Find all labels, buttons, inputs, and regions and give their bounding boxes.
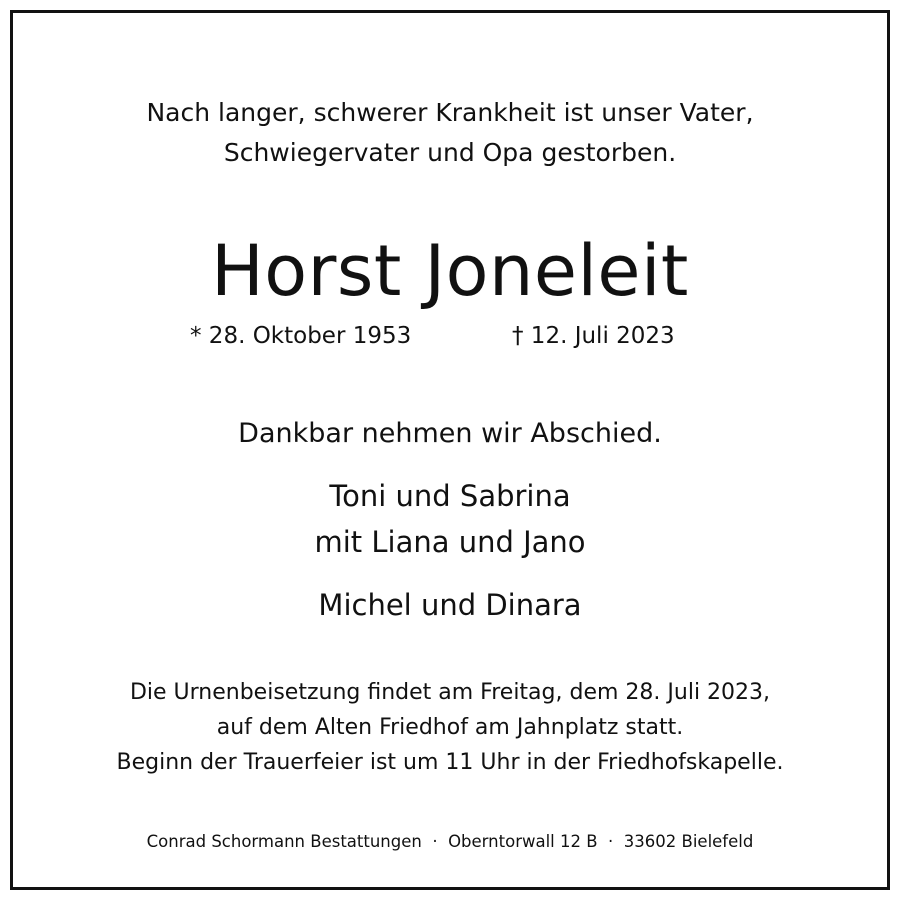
intro-line-1: Nach langer, schwerer Krankheit ist unser Vater, bbox=[146, 98, 754, 127]
life-dates bbox=[0, 325, 900, 355]
farewell-text: Dankbar nehmen wir Abschied. bbox=[238, 418, 662, 449]
family-line-3: Michel und Dinara bbox=[318, 588, 582, 622]
birth-date: * 28. Oktober 1953 bbox=[190, 323, 412, 349]
intro-line-2: Schwiegervater und Opa gestorben. bbox=[223, 138, 677, 167]
funeral-home-footer: Conrad Schormann Bestattungen · Oberntorwall 12 B · 33602 Bielefeld bbox=[146, 832, 754, 851]
funeral-line-2: auf dem Alten Friedhof am Jahnplatz statt. bbox=[216, 715, 684, 740]
family-line-1: Toni und Sabrina bbox=[329, 479, 571, 513]
family-line-2: mit Liana und Jano bbox=[314, 525, 586, 559]
deceased-name: Horst Joneleit bbox=[211, 230, 689, 312]
funeral-line-3: Beginn der Trauerfeier ist um 11 Uhr in der Friedhofskapelle. bbox=[116, 750, 784, 775]
funeral-line-1: Die Urnenbeisetzung findet am Freitag, dem 28. Juli 2023, bbox=[129, 680, 771, 705]
death-date: † 12. Juli 2023 bbox=[512, 323, 675, 349]
